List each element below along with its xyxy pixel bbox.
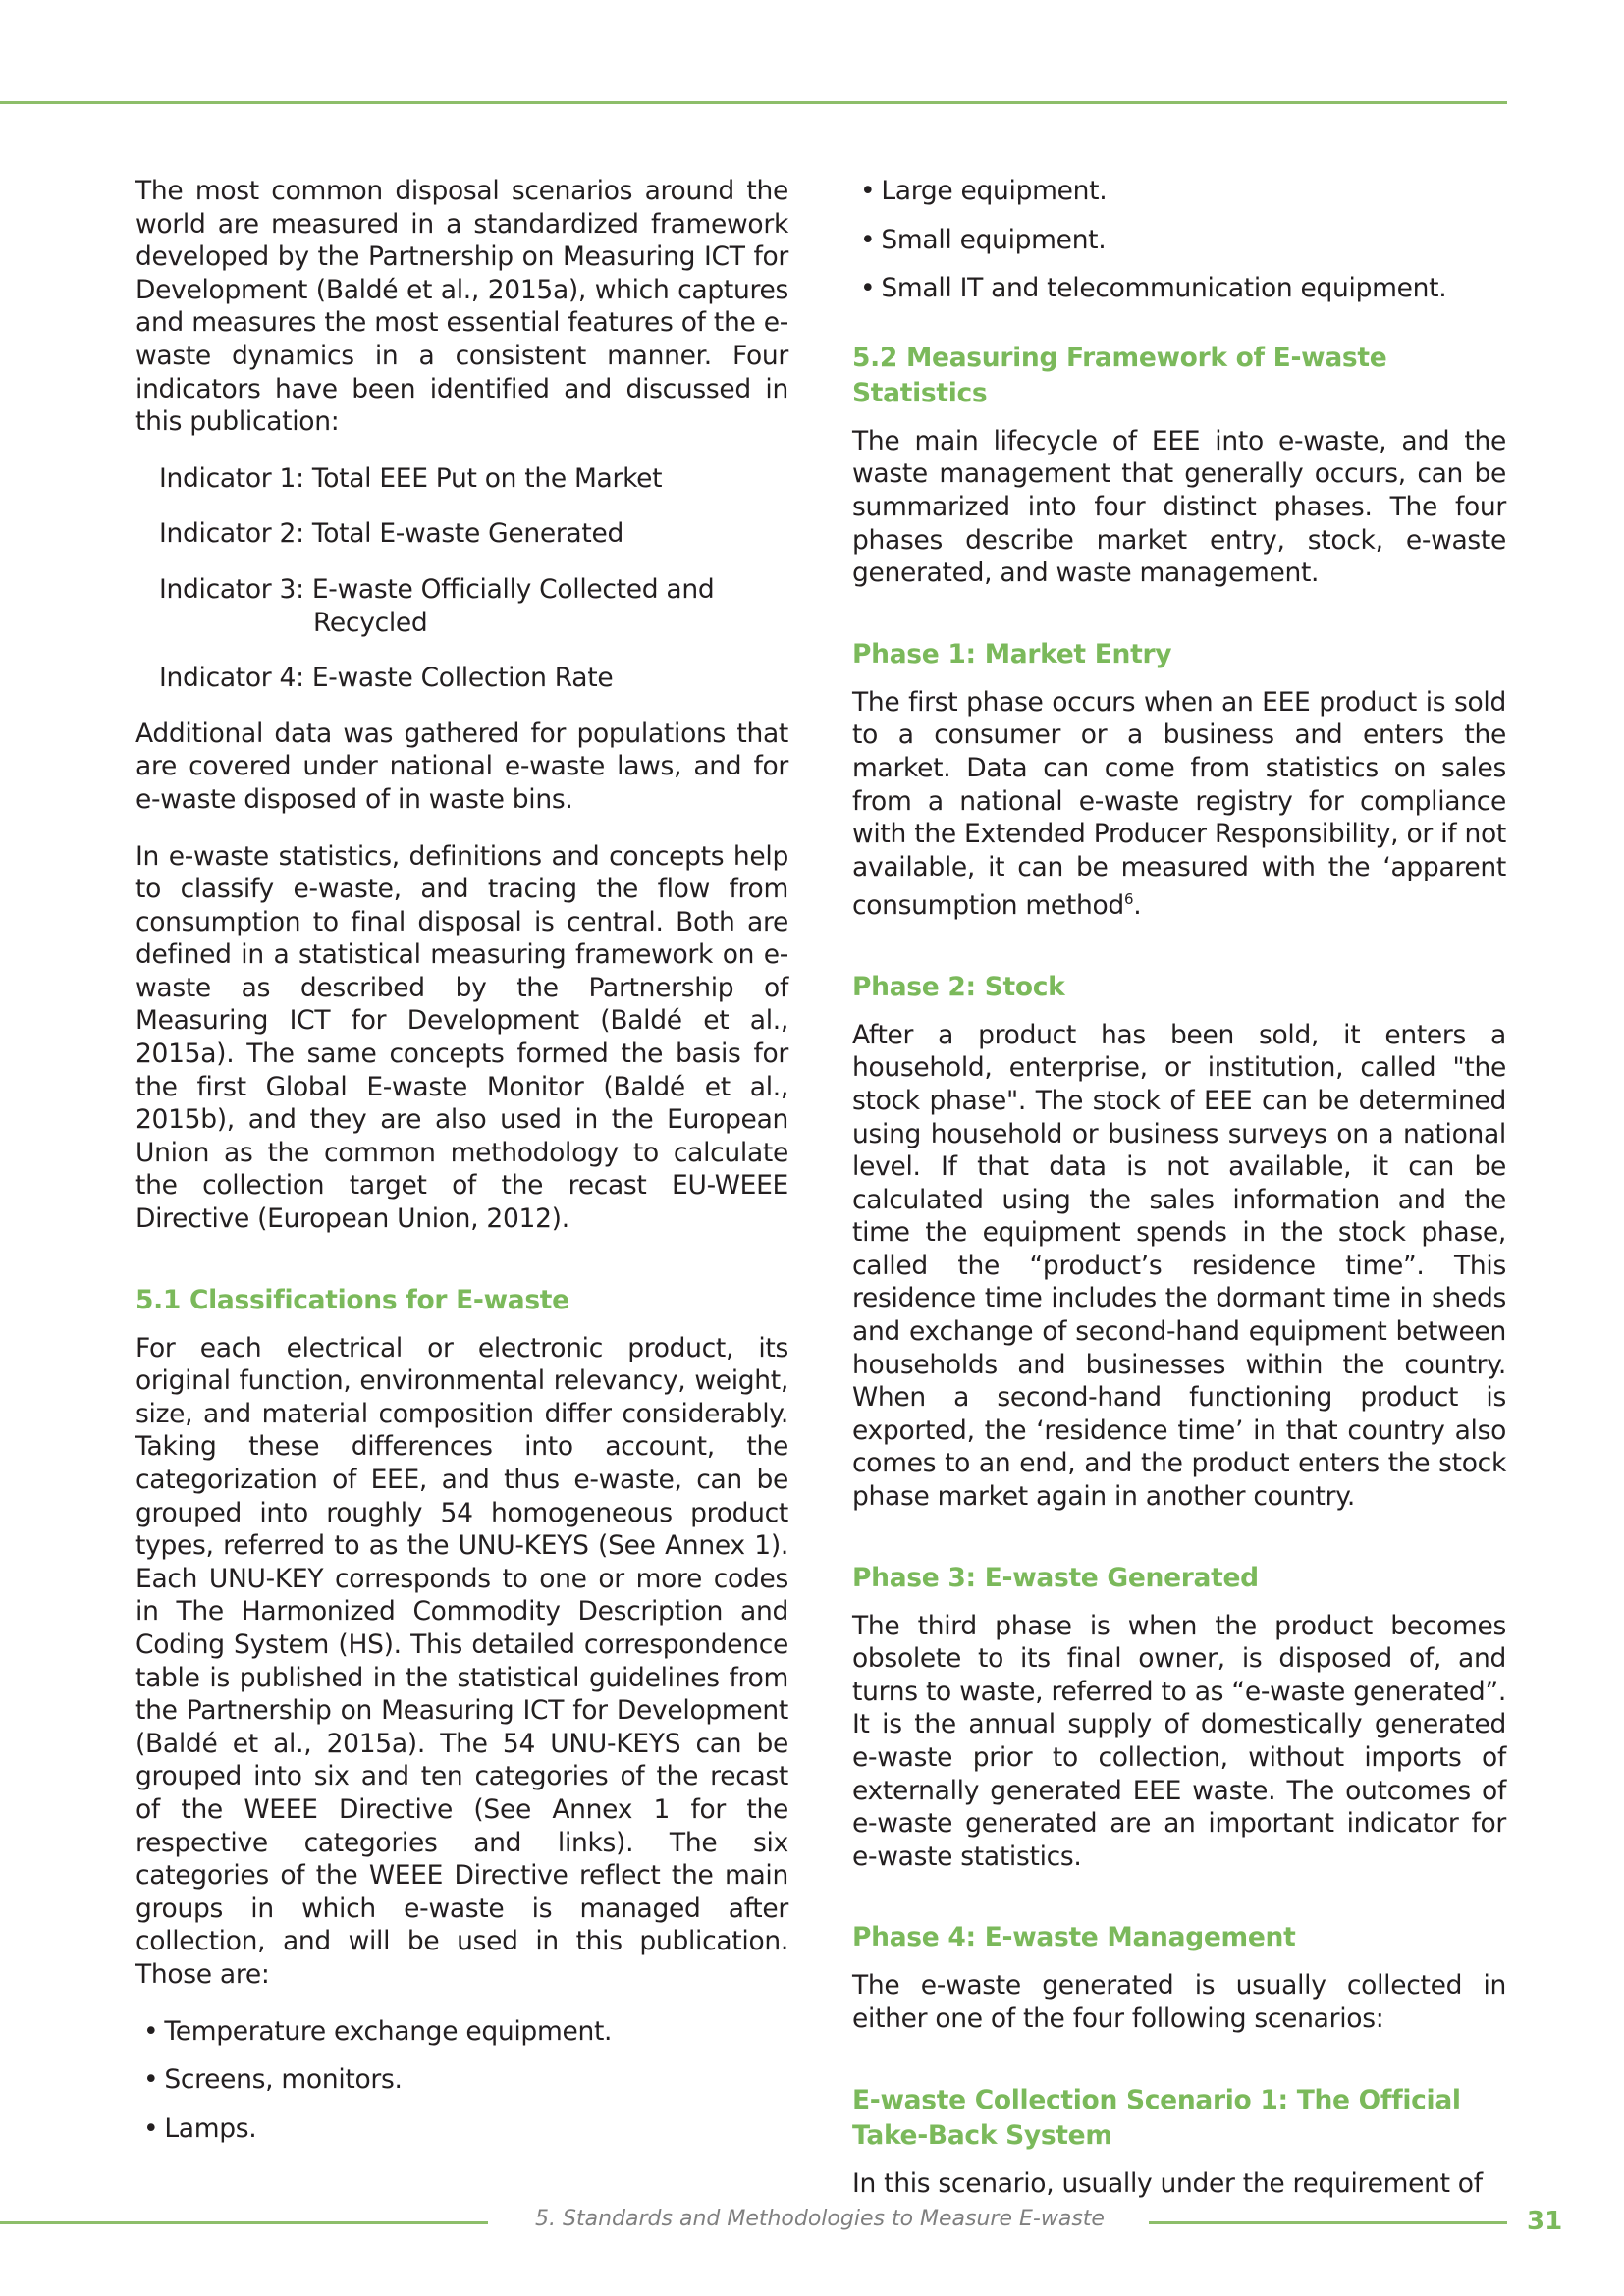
phase-3-heading: Phase 3: E-waste Generated (852, 1562, 1259, 1593)
lifecycle-paragraph: The main lifecycle of EEE into e-waste, and the waste management that generally occurs, can be summarized into four distinct phases. The four phases describe market entry, stock, e-waste generated, and waste management. (852, 425, 1506, 589)
phase-4-heading: Phase 4: E-waste Management (852, 1922, 1296, 1953)
phase-4-paragraph: The e-waste generated is usually collected in either one of the four following scenarios: (852, 1970, 1506, 2034)
phase-1-paragraph (852, 686, 1506, 923)
list-item: • Small IT and telecommunication equipment. (852, 272, 1506, 305)
phase-1-heading: Phase 1: Market Entry (852, 638, 1172, 669)
phase-1-text: The first phase occurs when an EEE product is sold to a consumer or a business and enters the market. Data can come from statistics on sales from a national e-waste registry for compliance with the Extended Producer Responsibility, or if not available, it can be measured with the ‘apparent consumption method (852, 686, 1506, 922)
indicator-label: Indicator 1: Total EEE Put on the Market (159, 462, 663, 494)
list-item: • Temperature exchange equipment. (135, 2015, 788, 2049)
footnote-ref: 6 (1123, 890, 1134, 909)
footer-rule-right (1149, 2221, 1507, 2224)
list-item: • Large equipment. (852, 175, 1506, 208)
indicator-4 (135, 662, 788, 695)
classification-paragraph: For each electrical or electronic product, its original function, environmental relevancy, weight, size, and material composition differ considerably. Taking these differences into account, the categorization of EEE, and thus e-waste, can be grouped into roughly 54 homogeneous product types, referred to as the UNU-KEYS (See Annex 1). Each UNU-KEY corresponds to one or more codes in The Harmonized Commodity Description and Coding System (HS). This detailed correspondence table is published in the statistical guidelines from the Partnership on Measuring ICT for Development (Baldé et al., 2015a). The 54 UNU-KEYS can be grouped into six and ten categories of the recast of the WEEE Directive (See Annex 1 for the respective categories and links). The six categories of the WEEE Directive reflect the main groups in which e-waste is managed after collection, and will be used in this publication. Those are: (135, 1332, 788, 1990)
indicator-2 (135, 517, 788, 551)
list-item: • Small equipment. (852, 224, 1506, 257)
running-footer-title: 5. Standards and Methodologies to Measure E-waste (535, 2207, 1105, 2231)
list-item: • Screens, monitors. (135, 2063, 788, 2097)
indicator-1 (135, 462, 788, 496)
indicator-label: Indicator 2: Total E-waste Generated (159, 518, 623, 550)
header-rule (0, 101, 1507, 104)
indicator-label: Indicator 4: E-waste Collection Rate (159, 663, 614, 694)
left-column (135, 175, 788, 2161)
right-column (852, 175, 1506, 2223)
phase-3-paragraph: The third phase is when the product becomes obsolete to its final owner, is disposed of, and turns to waste, referred to as “e-waste generated”. It is the annual supply of domestically generated e-waste prior to collection, without imports of externally generated EEE waste. The outcomes of e-waste generated are an important indicator for e-waste statistics. (852, 1610, 1506, 1872)
indicator-3 (135, 573, 788, 639)
intro-paragraph: The most common disposal scenarios around the world are measured in a standardized framework developed by the Partnership on Measuring ICT for Development (Baldé et al., 2015a), which captures and measures the most essential features of the e-waste dynamics in a consistent manner. Four indicators have been identified and discussed in this publication: (135, 176, 788, 438)
phase-1-end: . (1133, 890, 1142, 922)
section-heading-5-1: 5.1 Classifications for E-waste (135, 1284, 569, 1315)
list-item: • Lamps. (135, 2112, 788, 2146)
phase-2-paragraph: After a product has been sold, it enters a household, enterprise, or institution, called "the stock phase". The stock of EEE can be determined using household or business surveys on a national level. If that data is not available, it can be calculated using the sales information and the time the equipment spends in the stock phase, called the “product’s residence time”. This residence time includes the dormant time in sheds and exchange of second-hand equipment between households and businesses within the country. When a second-hand functioning product is exported, the ‘residence time’ in that country also comes to an end, and the product enters the stock phase market again in another country. (852, 1019, 1506, 1513)
definitions-paragraph: In e-waste statistics, definitions and concepts help to classify e-waste, and tracing the flow from consumption to final disposal is central. Both are defined in a statistical measuring framework on e-waste as described by the Partnership of Measuring ICT for Development (Baldé et al., 2015a). The same concepts formed the basis for the first Global E-waste Monitor (Baldé et al., 2015b), and they are also used in the European Union as the common methodology to calculate the collection target of the recast EU-WEEE Directive (European Union, 2012). (135, 840, 788, 1235)
scenario-1-heading: E-waste Collection Scenario 1: The Official Take-Back System (852, 2084, 1461, 2151)
additional-data-paragraph: Additional data was gathered for populations that are covered under national e-waste laws, and for e-waste disposed of in waste bins. (135, 718, 788, 815)
indicator-label: Indicator 3: E-waste Officially Collected and (159, 573, 715, 605)
section-heading-5-2: 5.2 Measuring Framework of E-waste Statistics (852, 342, 1387, 408)
scenario-1-paragraph: In this scenario, usually under the requirement of (852, 2167, 1483, 2199)
phase-2-heading: Phase 2: Stock (852, 971, 1065, 1002)
footer-rule-left (0, 2221, 488, 2224)
indicator-label-continued: Recycled (313, 607, 428, 638)
page-number: 31 (1527, 2207, 1563, 2236)
